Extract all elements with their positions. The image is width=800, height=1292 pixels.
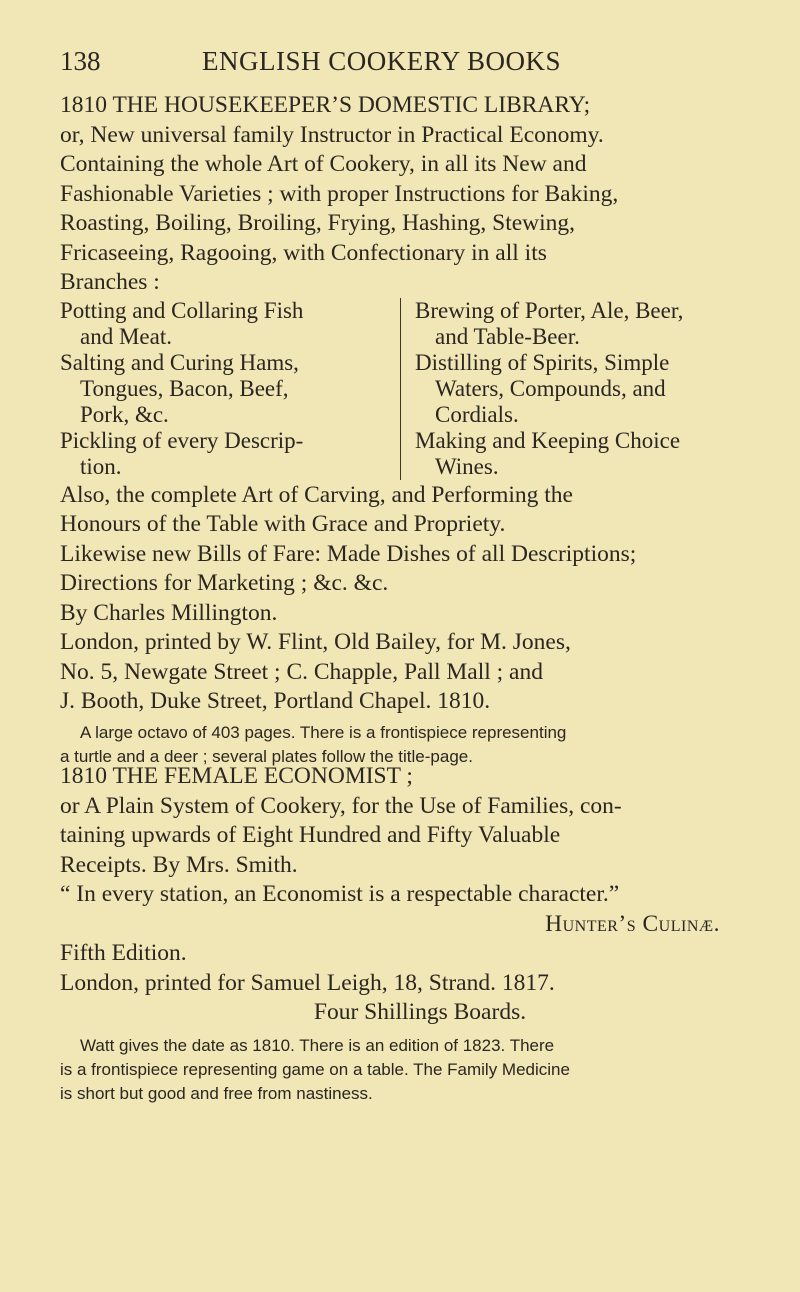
page-header	[60, 46, 760, 86]
imprint-line: London, printed for Samuel Leigh, 18, Strand. 1817.	[60, 969, 555, 996]
text-line: Receipts. By Mrs. Smith.	[60, 851, 298, 878]
branches-left-column	[60, 298, 380, 480]
column-line: Pickling of every Descrip-	[60, 427, 304, 453]
text-line: Roasting, Boiling, Broiling, Frying, Hashing, Stewing,	[60, 210, 576, 236]
text-line: or, New universal family Instructor in Practical Economy.	[60, 121, 604, 148]
column-line: Pork, &c.	[80, 401, 169, 427]
text-line: Branches :	[60, 269, 160, 295]
edition-line: Fifth Edition.	[60, 940, 187, 966]
column-line: Making and Keeping Choice	[415, 427, 681, 453]
text-line: taining upwards of Eight Hundred and Fifty Valuable	[60, 822, 561, 848]
note-line: Watt gives the date as 1810. There is an edition of 1823. There	[80, 1035, 555, 1055]
column-line: and Table-Beer.	[435, 323, 580, 349]
text-line: Also, the complete Art of Carving, and Performing the	[60, 481, 573, 508]
column-line: Wines.	[435, 453, 499, 479]
column-line: Cordials.	[435, 401, 519, 427]
column-line: Distilling of Spirits, Simple	[415, 349, 670, 375]
entry-female-economist	[60, 762, 740, 1106]
text-line: or A Plain System of Cookery, for the Use of Families, con-	[60, 792, 622, 819]
text-line: Honours of the Table with Grace and Propriety.	[60, 511, 506, 537]
imprint-line: J. Booth, Duke Street, Portland Chapel. 1810.	[60, 688, 491, 714]
entry-housekeepers-library	[60, 91, 740, 769]
column-line: and Meat.	[80, 323, 172, 349]
entry-title-line: 1810 THE HOUSEKEEPER’S DOMESTIC LIBRARY;	[60, 92, 591, 118]
text-line: Likewise new Bills of Fare: Made Dishes of all Descriptions;	[60, 540, 637, 567]
text-line: Fricaseeing, Ragooing, with Confectionary in all its	[60, 239, 547, 266]
column-line: Waters, Compounds, and	[435, 375, 666, 401]
entry-title-line: 1810 THE FEMALE ECONOMIST ;	[60, 763, 413, 789]
epigraph-quote: “ In every station, an Economist is a respectable character.”	[60, 881, 620, 907]
entry-note	[60, 1034, 740, 1106]
note-line: a turtle and a deer ; several plates follow the title-page.	[60, 746, 473, 766]
running-head: ENGLISH COOKERY BOOKS	[202, 46, 562, 76]
price-line: Four Shillings Boards.	[313, 999, 527, 1025]
branches-right-column	[400, 298, 755, 480]
column-line: Salting and Curing Hams,	[60, 349, 299, 375]
page-number: 138	[60, 46, 101, 76]
note-line: is short but good and free from nastiness.	[60, 1083, 373, 1103]
author-line: By Charles Millington.	[60, 599, 278, 626]
text-line: Fashionable Varieties ; with proper Instructions for Baking,	[60, 180, 619, 207]
column-line: Brewing of Porter, Ale, Beer,	[415, 297, 684, 323]
text-line: Containing the whole Art of Cookery, in all its New and	[60, 151, 587, 177]
column-line: Tongues, Bacon, Beef,	[80, 375, 289, 401]
text-line: Directions for Marketing ; &c. &c.	[60, 570, 389, 596]
note-line: is a frontispiece representing game on a table. The Family Medicine	[60, 1059, 570, 1079]
branches-columns	[60, 298, 740, 481]
column-line: Potting and Collaring Fish	[60, 297, 304, 323]
imprint-line: No. 5, Newgate Street ; C. Chapple, Pall Mall ; and	[60, 658, 543, 685]
note-line: A large octavo of 403 pages. There is a frontispiece representing	[80, 722, 567, 742]
column-line: tion.	[80, 453, 122, 479]
imprint-line: London, printed by W. Flint, Old Bailey, for M. Jones,	[60, 629, 571, 655]
epigraph-attribution: Hunter’s Culinæ.	[545, 910, 720, 937]
